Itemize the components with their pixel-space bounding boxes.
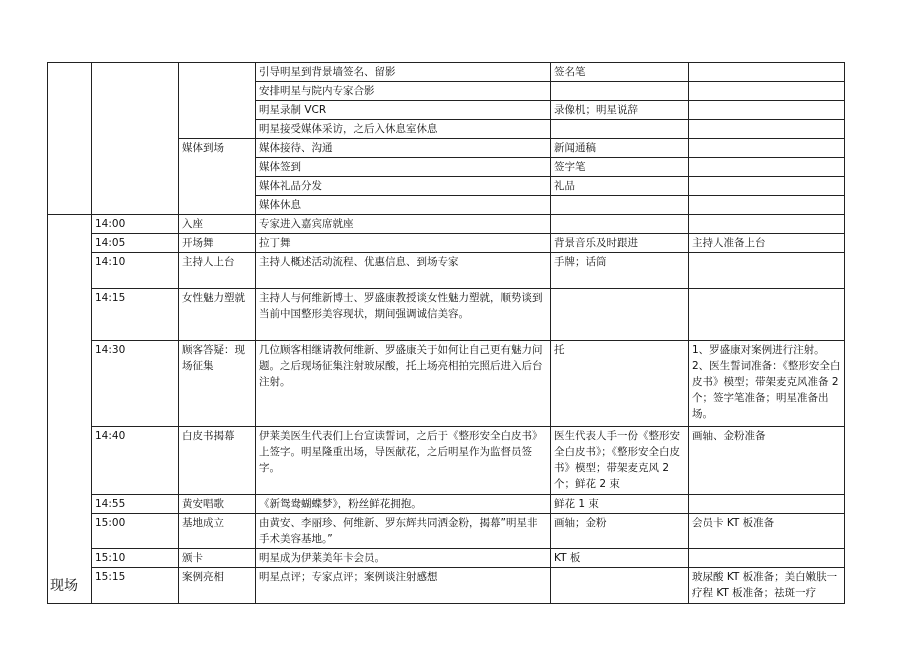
notes-cell <box>551 82 689 101</box>
notes-cell: 新闻通稿 <box>551 139 689 158</box>
table-row <box>48 549 845 568</box>
notes-cell: 录像机；明星说辞 <box>551 101 689 120</box>
props-cell <box>551 568 689 604</box>
empty-cell <box>689 139 845 158</box>
notes-cell: 礼品 <box>551 177 689 196</box>
time-cell: 14:40 <box>92 427 179 495</box>
remark-cell <box>689 253 845 289</box>
remark-cell: 主持人准备上台 <box>689 234 845 253</box>
empty-cell <box>48 63 92 215</box>
content-cell: 专家进入嘉宾席就座 <box>256 215 551 234</box>
empty-cell <box>689 82 845 101</box>
item-cell: 开场舞 <box>179 234 256 253</box>
content-cell: 伊莱美医生代表们上台宣读誓词，之后于《整形安全白皮书》上签字。明星隆重出场，导医献花，之后明星作为监督员签字。 <box>256 427 551 495</box>
time-cell: 14:55 <box>92 495 179 514</box>
table-row <box>48 63 845 82</box>
item-cell: 顾客答疑：现场征集 <box>179 341 256 427</box>
table-row <box>48 215 845 234</box>
time-cell: 14:10 <box>92 253 179 289</box>
item-cell: 白皮书揭幕 <box>179 427 256 495</box>
item-cell: 颁卡 <box>179 549 256 568</box>
empty-cell <box>92 63 179 215</box>
remark-cell <box>689 289 845 341</box>
content-cell: 《新鸳鸯蝴蝶梦》，粉丝鲜花拥抱。 <box>256 495 551 514</box>
empty-cell <box>179 63 256 139</box>
empty-cell <box>689 120 845 139</box>
section-label: 现场 <box>48 215 92 604</box>
remark-cell <box>689 215 845 234</box>
table-row <box>48 427 845 495</box>
table-row <box>48 289 845 341</box>
props-cell: 医生代表人手一份《整形安全白皮书》；《整形安全白皮书》模型；带架麦克风 2 个；鲜花 2 束 <box>551 427 689 495</box>
props-cell: 背景音乐及时跟进 <box>551 234 689 253</box>
props-cell: 托 <box>551 341 689 427</box>
time-cell: 15:10 <box>92 549 179 568</box>
table-row <box>48 341 845 427</box>
item-cell: 基地成立 <box>179 514 256 549</box>
table-row <box>48 514 845 549</box>
content-cell: 几位顾客相继请教何维新、罗盛康关于如何让自己更有魅力问题。之后现场征集注射玻尿酸，托上场亮相拍完照后进入后台注射。 <box>256 341 551 427</box>
remark-cell <box>689 495 845 514</box>
table-row <box>48 568 845 604</box>
media-label: 媒体到场 <box>179 139 256 215</box>
item-cell: 入座 <box>179 215 256 234</box>
content-cell: 明星成为伊莱美年卡会员。 <box>256 549 551 568</box>
time-cell: 15:00 <box>92 514 179 549</box>
notes-cell <box>551 196 689 215</box>
task-cell: 引导明星到背景墙签名、留影 <box>256 63 551 82</box>
content-cell: 主持人概述活动流程、优惠信息、到场专家 <box>256 253 551 289</box>
content-cell: 由黄安、李丽珍、何维新、罗东辉共同洒金粉，揭幕”明星非手术美容基地。” <box>256 514 551 549</box>
event-schedule-table <box>47 62 845 604</box>
item-cell: 案例亮相 <box>179 568 256 604</box>
remark-cell <box>689 549 845 568</box>
task-cell: 媒体礼品分发 <box>256 177 551 196</box>
task-cell: 安排明星与院内专家合影 <box>256 82 551 101</box>
empty-cell <box>689 63 845 82</box>
props-cell: 画轴；金粉 <box>551 514 689 549</box>
time-cell: 14:30 <box>92 341 179 427</box>
props-cell: 鲜花 1 束 <box>551 495 689 514</box>
remark-cell: 1、罗盛康对案例进行注射。2、医生誓词准备：《整形安全白皮书》模型；带架麦克风准备 2 个；签字笔准备；明星准备出场。 <box>689 341 845 427</box>
content-cell: 主持人与何维新博士、罗盛康教授谈女性魅力塑就，顺势谈到当前中国整形美容现状，期间强调诚信美容。 <box>256 289 551 341</box>
task-cell: 媒体接待、沟通 <box>256 139 551 158</box>
task-cell: 明星接受媒体采访，之后入休息室休息 <box>256 120 551 139</box>
empty-cell <box>689 158 845 177</box>
empty-cell <box>689 177 845 196</box>
props-cell: KT 板 <box>551 549 689 568</box>
task-cell: 媒体休息 <box>256 196 551 215</box>
table-row <box>48 495 845 514</box>
content-cell: 明星点评；专家点评；案例谈注射感想 <box>256 568 551 604</box>
item-cell: 女性魅力塑就 <box>179 289 256 341</box>
time-cell: 14:05 <box>92 234 179 253</box>
empty-cell <box>689 101 845 120</box>
notes-cell: 签字笔 <box>551 158 689 177</box>
content-cell: 拉丁舞 <box>256 234 551 253</box>
props-cell <box>551 215 689 234</box>
notes-cell <box>551 120 689 139</box>
table-row <box>48 234 845 253</box>
remark-cell: 画轴、金粉准备 <box>689 427 845 495</box>
empty-cell <box>689 196 845 215</box>
item-cell: 主持人上台 <box>179 253 256 289</box>
time-cell: 14:15 <box>92 289 179 341</box>
remark-cell: 玻尿酸 KT 板准备；美白嫩肤一疗程 KT 板准备；祛斑一疗 <box>689 568 845 604</box>
time-cell: 14:00 <box>92 215 179 234</box>
task-cell: 媒体签到 <box>256 158 551 177</box>
props-cell: 手牌；话筒 <box>551 253 689 289</box>
props-cell <box>551 289 689 341</box>
remark-cell: 会员卡 KT 板准备 <box>689 514 845 549</box>
task-cell: 明星录制 VCR <box>256 101 551 120</box>
notes-cell: 签名笔 <box>551 63 689 82</box>
table-row <box>48 253 845 289</box>
item-cell: 黄安唱歌 <box>179 495 256 514</box>
time-cell: 15:15 <box>92 568 179 604</box>
